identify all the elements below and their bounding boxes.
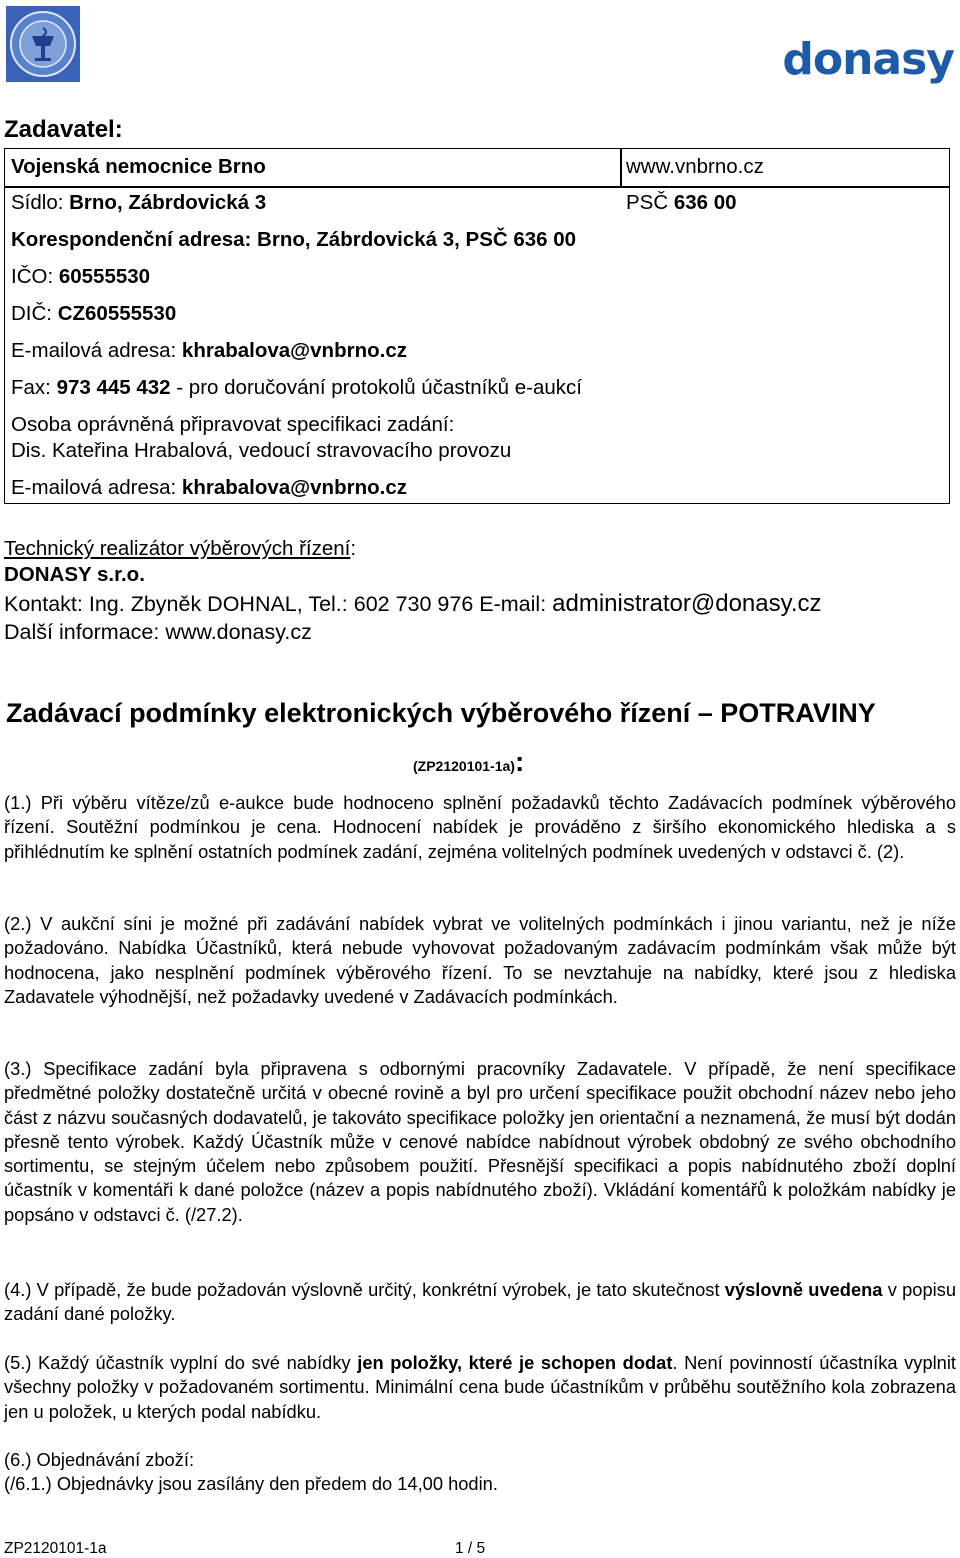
zadavatel-heading: Zadavatel: — [4, 116, 123, 143]
kontakt-text: Kontakt: Ing. Zbyněk DOHNAL, Tel.: 602 730 976 E-mail: — [4, 592, 553, 616]
box-divider — [5, 186, 949, 188]
hospital-emblem-icon — [6, 6, 80, 82]
paragraph-5 — [4, 1351, 956, 1424]
paragraph-6-1: (/6.1.) Objednávky jsou zasílány den předem do 14,00 hodin. — [4, 1473, 498, 1494]
dic-row — [11, 302, 176, 326]
realizator-company: DONASY s.r.o. — [4, 563, 145, 586]
document-code — [413, 746, 524, 778]
psc-label: PSČ — [626, 191, 674, 214]
ico-row — [11, 265, 150, 289]
ico-value: 60555530 — [58, 265, 151, 288]
psc-row — [626, 191, 737, 215]
fax-label: Fax: — [11, 376, 57, 399]
kontakt-email[interactable]: administrator@donasy.cz — [552, 590, 822, 617]
paragraph-3: (3.) Specifikace zadání byla připravena s odbornými pracovníky Zadavatele. V případě, že není specifikace předmětné položky dostatečně určitá v obecné rovině a byl pro určení specifikace použit obchodní název nebo jeho část z názvu současných dodavatelů, je takováto specifikace položky jen orientační a neznamená, že musí být dodán přesně tento výrobek. Každý Účastník může v cenové nabídce nabídnout výrobek obdobný ze svého obchodního sortimentu, se stejným účelem nebo způsobem použití. Přesnější specifikaci a popis nabídnutého zboží doplní účastník v komentáři k dané položce (název a popis nabídnutého zboží). Vkládání komentářů k položkám nabídky je popsáno v odstavci č. (/27.2). — [4, 1058, 956, 1225]
document-title: Zadávací podmínky elektronických výběrového řízení – POTRAVINY — [6, 698, 876, 728]
footer-page-number: 1 / 5 — [455, 1540, 486, 1557]
paragraph-4-c: v popisu zadání dané položky. — [4, 1279, 956, 1325]
fax-note: - pro doručování protokolů účastníků e-aukcí — [170, 376, 582, 399]
realizator-dalsi — [4, 620, 312, 645]
realizator-kontakt — [4, 590, 822, 618]
email2-row — [11, 476, 407, 500]
email2-label: E-mailová adresa: — [11, 476, 182, 499]
realizator-label-row — [4, 537, 356, 561]
paragraph-6-title: (6.) Objednávání zboží: — [4, 1449, 195, 1470]
dalsi-label: Další informace: — [4, 620, 166, 644]
realizator-label-suffix: : — [350, 537, 357, 560]
osoba-value: Dis. Kateřina Hrabalová, vedoucí stravovacího provozu — [11, 439, 512, 462]
zadavatel-name: Vojenská nemocnice Brno — [11, 155, 266, 178]
osoba-label: Osoba oprávněná připravovat specifikaci zadání: — [11, 413, 455, 436]
dic-label: DIČ: — [11, 302, 58, 325]
sidlo-row — [11, 191, 266, 215]
box-column-divider — [620, 149, 622, 186]
paragraph-5-bold: jen položky, které je schopen dodat — [357, 1352, 673, 1373]
document-code-colon: : — [514, 746, 525, 777]
donasy-logo: donasy — [782, 34, 954, 85]
sidlo-value: Brno, Zábrdovická 3 — [69, 191, 267, 214]
paragraph-4 — [4, 1278, 956, 1327]
fax-value: 973 445 432 — [56, 376, 171, 399]
email-label: E-mailová adresa: — [11, 339, 182, 362]
dic-value: CZ60555530 — [57, 302, 177, 325]
paragraph-1: (1.) Při výběru vítěze/zů e-aukce bude hodnoceno splnění požadavků těchto Zadávacích podmínek výběrového řízení. Soutěžní podmínkou je cena. Hodnocení nabídek je prováděno z širšího ekonomického hlediska a s přihlédnutím ke splnění ostatních podmínek zadání, zejména volitelných podmínek uvedených v odstavci č. (2). — [4, 792, 956, 862]
ico-label: IČO: — [11, 265, 59, 288]
paragraph-4-a: (4.) V případě, že bude požadován výslovně určitý, konkrétní výrobek, je tato skutečnost — [4, 1279, 725, 1300]
paragraph-5-a: (5.) Každý účastník vyplní do své nabídky — [4, 1352, 358, 1373]
paragraph-2: (2.) V aukční síni je možné při zadávání nabídek vybrat ve volitelných podmínkách i jinou variantu, než je níže požadováno. Nabídka Účastníků, která nebude vyhovovat požadovaným zadávacím podmínkám však může být hodnocena, jako nesplnění podmínek výběrového řízení. To se nevztahuje na nabídky, které jsou z hlediska Zadavatele výhodnější, než požadavky uvedené v Zadávacích podmínkách. — [4, 913, 956, 1007]
zadavatel-web: www.vnbrno.cz — [626, 155, 764, 178]
korespondencni-adresa: Korespondenční adresa: Brno, Zábrdovická 3, PSČ 636 00 — [11, 228, 577, 251]
paragraph-5-c: . Není povinností účastníka vyplnit všechny položky v požadovaném sortimentu. Minimální cena bude účastníkům v průběhu soutěžního kola zobrazena jen u položek, u kterých podal nabídku. — [4, 1352, 956, 1422]
document-code-text: (ZP2120101-1a) — [413, 758, 515, 774]
psc-value: 636 00 — [673, 191, 737, 214]
fax-row — [11, 376, 582, 400]
footer-doc-code: ZP2120101-1a — [4, 1540, 107, 1557]
email-value[interactable]: khrabalova@vnbrno.cz — [181, 339, 407, 362]
realizator-label: Technický realizátor výběrových řízení — [4, 537, 351, 560]
email-row — [11, 339, 407, 363]
paragraph-4-bold: výslovně uvedena — [724, 1279, 883, 1300]
sidlo-label: Sídlo: — [11, 191, 70, 214]
dalsi-url[interactable]: www.donasy.cz — [165, 620, 312, 644]
email2-value[interactable]: khrabalova@vnbrno.cz — [181, 476, 407, 499]
zadavatel-box — [4, 148, 950, 504]
